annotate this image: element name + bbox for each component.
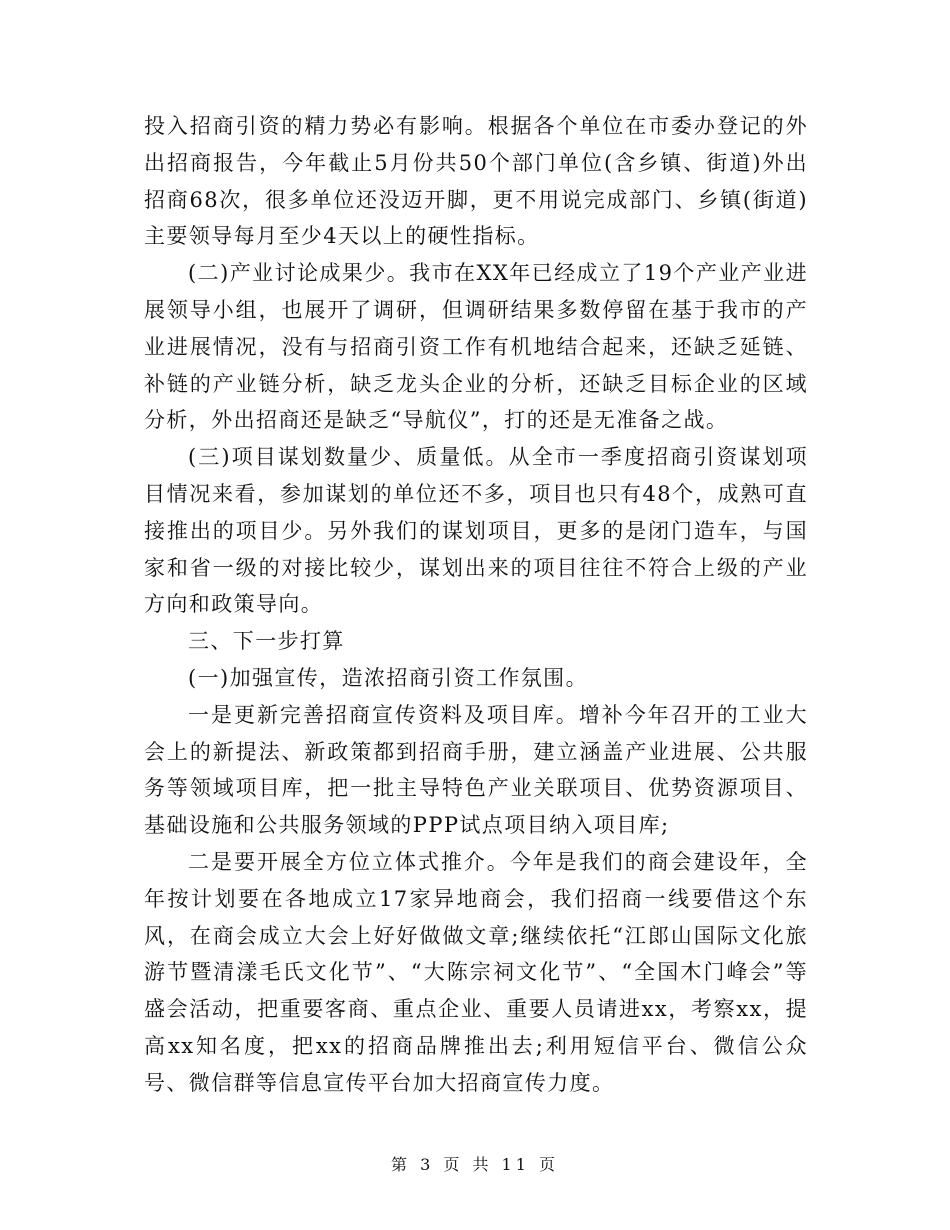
page-number-footer: 第 3 页 共 11 页 bbox=[391, 1155, 559, 1174]
section-heading-next-steps: 三、下一步打算 bbox=[188, 629, 345, 654]
paragraph-project-planning: (三)项目谋划数量少、质量低。从全市一季度招商引资谋划项目情况来看，参加谋划的单位还不多，项目也只有48个，成熟可直接推出的项目少。另外我们的谋划项目，更多的是闭门造车，与国家和省一级的对接比较少，谋划出来的项目往往不符合上级的产业方向和政策导向。 bbox=[144, 445, 808, 617]
subheading-strengthen-publicity: (一)加强宣传，造浓招商引资工作氛围。 bbox=[188, 665, 588, 690]
paragraph-industry-research: (二)产业讨论成果少。我市在XX年已经成立了19个产业产业进展领导小组，也展开了调研，但调研结果多数停留在基于我市的产业进展情况，没有与招商引资工作有机地结合起来，还缺乏延链、补链的产业链分析，缺乏龙头企业的分析，还缺乏目标企业的区域分析，外出招商还是缺乏“导航仪”，打的还是无准备之战。 bbox=[144, 261, 808, 433]
paragraph-promotion: 二是要开展全方位立体式推介。今年是我们的商会建设年，全年按计划要在各地成立17家异地商会，我们招商一线要借这个东风，在商会成立大会上好好做做文章;继续依托“江郎山国际文化旅游节暨清漾毛氏文化节”、“大陈宗祠文化节”、“全国木门峰会”等盛会活动，把重要客商、重点企业、重要人员请进xx，考察xx，提高xx知名度，把xx的招商品牌推出去;利用短信平台、微信公众号、微信群等信息宣传平台加大招商宣传力度。 bbox=[144, 849, 808, 1095]
body-text bbox=[144, 108, 808, 1102]
paragraph-update-materials: 一是更新完善招商宣传资料及项目库。增补今年召开的工业大会上的新提法、新政策都到招商手册，建立涵盖产业进展、公共服务等领域项目库，把一批主导特色产业关联项目、优势资源项目、基础设施和公共服务领域的PPP试点项目纳入项目库; bbox=[144, 702, 808, 838]
paragraph-continuation: 投入招商引资的精力势必有影响。根据各个单位在市委办登记的外出招商报告，今年截止5月份共50个部门单位(含乡镇、街道)外出招商68次，很多单位还没迈开脚，更不用说完成部门、乡镇(街道)主要领导每月至少4天以上的硬性指标。 bbox=[144, 114, 808, 249]
